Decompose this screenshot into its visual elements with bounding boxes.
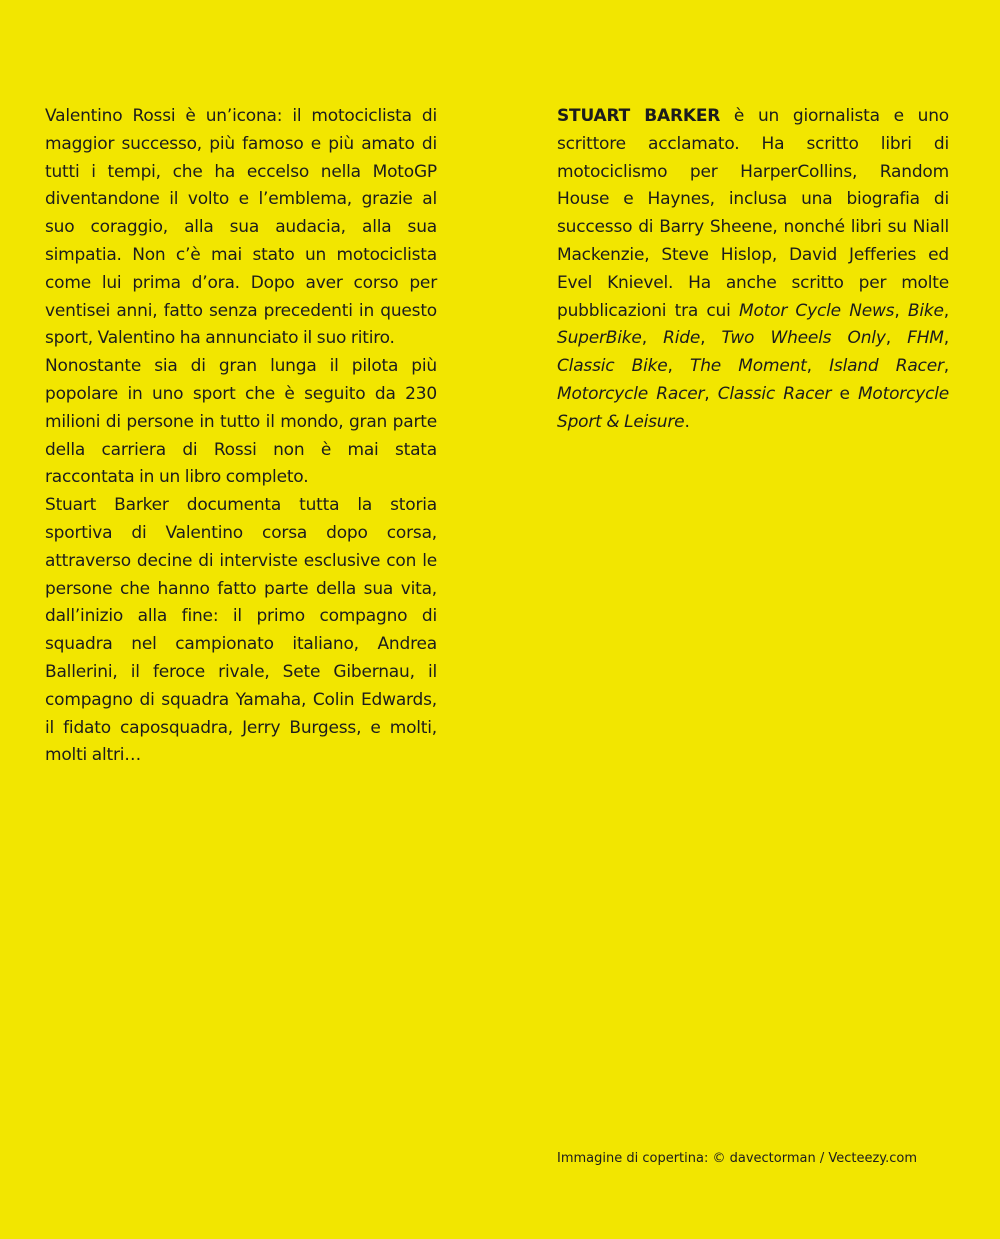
blurb-paragraph-3: Stuart Barker documenta tutta la storia sportiva di Valentino corsa dopo corsa, attraverso decine di interviste esclusive con le persone che hanno fatto parte della sua vita, dall’inizio alla fine: il primo compagno di squadra nel campionato italiano, Andrea Ballerini, il feroce rivale, Sete Gibernau, il compagno di squadra Yamaha, Colin Edwards, il fidato caposquadra, Jerry Burgess, e molti, molti altri…	[45, 495, 437, 766]
separator: ,	[806, 356, 830, 377]
separator: ,	[943, 300, 949, 321]
publication: Motorcycle Sport & Leisure	[557, 383, 949, 432]
separator: ,	[700, 328, 722, 349]
blurb-paragraph-2: Nonostante sia di gran lunga il pilota più popolare in uno sport che è seguito da 230 milioni di persone in tutto il mondo, gran parte della carriera di Rossi non è mai stata raccontata in un libro completo.	[45, 356, 437, 488]
author-name: STUART BARKER	[557, 106, 721, 126]
separator: ,	[894, 300, 908, 321]
author-bio-paragraph	[557, 103, 949, 437]
publication: Motor Cycle News	[738, 300, 895, 321]
publication: Island Racer	[829, 356, 944, 377]
separator: e	[831, 383, 858, 404]
sentence-end: .	[684, 411, 690, 432]
author-bio	[557, 103, 949, 437]
separator: ,	[943, 356, 949, 377]
blurb-paragraph-1: Valentino Rossi è un’icona: il motociclista di maggior successo, più famoso e più amato di tutti i tempi, che ha eccelso nella MotoGP diventandone il volto e l’emblema, grazie al suo coraggio, alla sua audacia, alla sua simpatia. Non c’è mai stato un motociclista come lui prima d’ora. Dopo aver corso per ventisei anni, fatto senza precedenti in questo sport, Valentino ha annunciato il suo ritiro.	[45, 106, 437, 349]
back-cover-blurb	[45, 103, 437, 770]
publication: Motorcycle Racer	[557, 383, 705, 404]
separator: ,	[667, 356, 691, 377]
publication: Classic Bike	[557, 356, 668, 377]
cover-image-credit: Immagine di copertina: © davectorman / Vecteezy.com	[557, 1151, 918, 1166]
publication: FHM	[907, 328, 944, 349]
publication: Classic Racer	[717, 383, 832, 404]
publication: Bike	[907, 300, 944, 321]
publication: Ride	[663, 328, 701, 349]
publication: SuperBike	[557, 328, 642, 349]
separator: ,	[943, 328, 949, 349]
publication: Two Wheels Only	[721, 328, 886, 349]
separator: ,	[704, 383, 718, 404]
separator: ,	[641, 328, 664, 349]
author-bio-intro: è un giornalista e uno scrittore acclamato. Ha scritto libri di motociclismo per HarperCollins, Random House e Haynes, inclusa una biografia di successo di Barry Sheene, nonché libri su Niall Mackenzie, Steve Hislop, David Jefferies ed Evel Knievel. Ha anche scritto per molte pubblicazioni tra cui	[557, 106, 949, 321]
separator: ,	[885, 328, 908, 349]
publication: The Moment	[690, 356, 807, 377]
